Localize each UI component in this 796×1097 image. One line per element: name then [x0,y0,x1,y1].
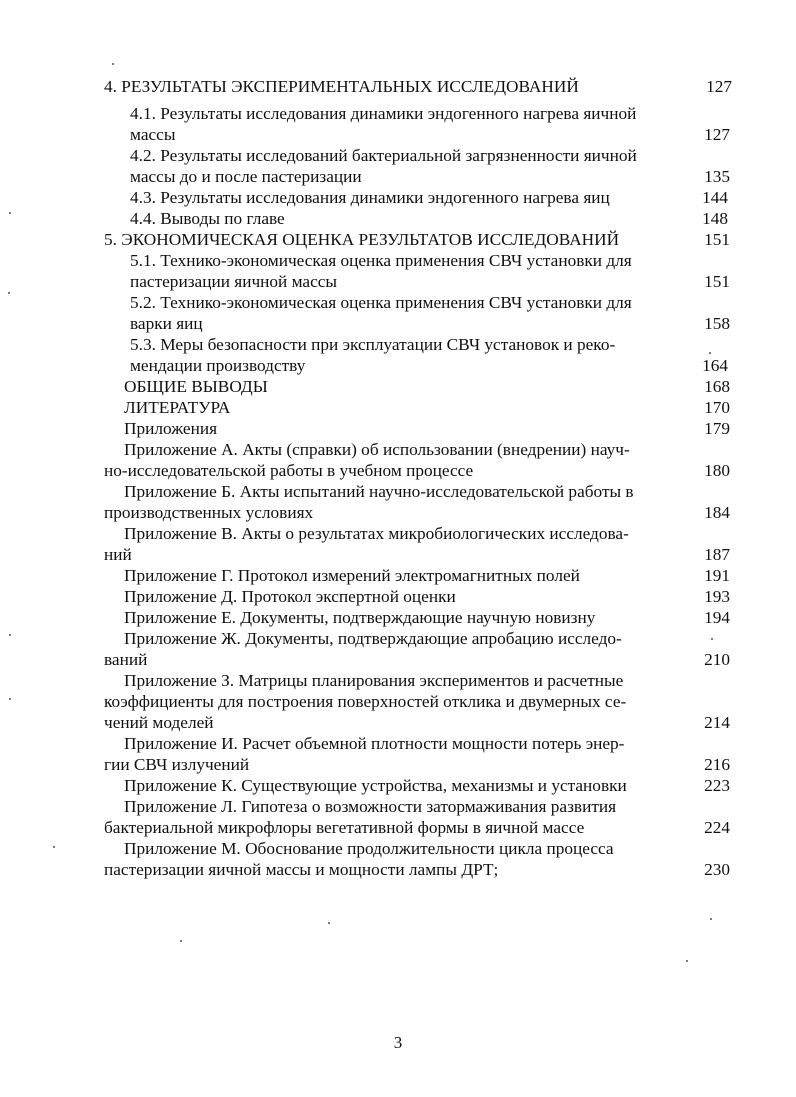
scan-speck [9,212,11,214]
section-title: ОБЩИЕ ВЫВОДЫ [124,377,268,396]
toc-appendix-i [0,733,796,755]
page-ref: 187 [704,545,730,564]
toc-appendix-l [0,796,796,818]
scan-speck [112,63,114,65]
toc-item-text: производственных условиях [104,503,314,522]
scan-speck [711,638,713,640]
toc-item-5-3 [0,334,796,356]
page-number: 3 [393,1033,403,1052]
toc-item-text: 5.1. Технико-экономическая оценка применения СВЧ установки для [130,251,632,270]
toc-item-5-3-cont [0,355,796,377]
page-ref: 127 [706,77,732,96]
toc-appendix-i-cont [0,754,796,776]
page-ref: 230 [704,860,730,879]
toc-appendix-zh [0,628,796,650]
page-ref: 224 [704,818,730,837]
toc-chapter-5 [0,229,796,251]
toc-item-text: Приложение Д. Протокол экспертной оценки [124,587,456,606]
toc-item-text: Приложение Б. Акты испытаний научно-исследовательской работы в [124,482,634,501]
toc-appendix-z-cont2 [0,712,796,734]
toc-general-conclusions [0,376,796,398]
toc-appendix-k [0,775,796,797]
toc-appendix-m [0,838,796,860]
toc-appendix-z [0,670,796,692]
toc-appendix-zh-cont [0,649,796,671]
toc-appendix-e [0,607,796,629]
page-ref: 180 [704,461,730,480]
toc-item-5-1 [0,250,796,272]
toc-item-text: 4.4. Выводы по главе [130,209,285,228]
toc-appendix-a-cont [0,460,796,482]
toc-item-4-4 [0,208,796,230]
toc-item-text: гии СВЧ излучений [104,755,250,774]
page-ref: 170 [704,398,730,417]
scan-speck [8,292,10,294]
toc-appendix-v-cont [0,544,796,566]
toc-item-text: массы [130,125,176,144]
toc-appendix-z-cont1 [0,691,796,713]
chapter-title: 4. РЕЗУЛЬТАТЫ ЭКСПЕРИМЕНТАЛЬНЫХ ИССЛЕДОВАНИЙ [104,77,579,96]
toc-item-4-2-cont [0,166,796,188]
toc-item-text: 4.2. Результаты исследований бактериальной загрязненности яичной [130,146,637,165]
toc-item-4-1-cont [0,124,796,146]
scan-speck [9,634,11,636]
toc-item-text: 4.3. Результаты исследования динамики эндогенного нагрева яиц [130,188,610,207]
toc-item-text: пастеризации яичной массы [130,272,338,291]
toc-item-text: Приложение В. Акты о результатах микробиологических исследова- [124,524,629,543]
toc-appendix-a [0,439,796,461]
page-ref: 223 [704,776,730,795]
toc-item-text: варки яиц [130,314,203,333]
page-ref: 151 [704,230,730,249]
toc-appendices [0,418,796,440]
page-ref: 164 [702,356,728,375]
toc-item-text: Приложение М. Обоснование продолжительности цикла процесса [124,839,614,858]
toc-appendix-l-cont [0,817,796,839]
toc-appendix-d [0,586,796,608]
page-ref: 184 [704,503,730,522]
toc-appendix-b [0,481,796,503]
toc-item-text: Приложение Г. Протокол измерений электромагнитных полей [124,566,580,585]
toc-item-text: Приложение К. Существующие устройства, механизмы и установки [124,776,627,795]
page-ref: 135 [704,167,730,186]
chapter-title: 5. ЭКОНОМИЧЕСКАЯ ОЦЕНКА РЕЗУЛЬТАТОВ ИССЛЕДОВАНИЙ [104,230,620,249]
toc-item-text: мендации производству [130,356,306,375]
toc-chapter-4 [0,76,796,98]
toc-item-text: массы до и после пастеризации [130,167,362,186]
scan-speck [53,846,55,848]
toc-appendix-m-cont [0,859,796,881]
toc-appendix-v [0,523,796,545]
scan-speck [180,940,182,942]
page-ref: 194 [704,608,730,627]
toc-item-text: ний [104,545,132,564]
page-ref: 168 [704,377,730,396]
toc-item-text: 4.1. Результаты исследования динамики эндогенного нагрева яичной [130,104,637,123]
scan-speck [686,960,688,962]
toc-item-5-2-cont [0,313,796,335]
page-ref: 144 [702,188,728,207]
page-ref: 193 [704,587,730,606]
page-ref: 216 [704,755,730,774]
toc-literature [0,397,796,419]
toc-item-text: пастеризации яичной массы и мощности лампы ДРТ; [104,860,499,879]
toc-item-text: Приложение Ж. Документы, подтверждающие апробацию исследо- [124,629,622,648]
scan-speck [328,922,330,924]
scan-speck [709,352,711,354]
toc-item-text: Приложение И. Расчет объемной плотности мощности потерь энер- [124,734,625,753]
toc-appendix-b-cont [0,502,796,524]
toc-appendix-g [0,565,796,587]
toc-item-text: 5.3. Меры безопасности при эксплуатации СВЧ установок и реко- [130,335,616,354]
page-ref: 158 [704,314,730,333]
page-ref: 210 [704,650,730,669]
toc-item-text: Приложение Л. Гипотеза о возможности затормаживания развития [124,797,617,816]
scan-speck [9,698,11,700]
toc-item-text: Приложение З. Матрицы планирования экспериментов и расчетные [124,671,624,690]
toc-item-text: но-исследовательской работы в учебном процессе [104,461,474,480]
toc-item-text: Приложение Е. Документы, подтверждающие научную новизну [124,608,596,627]
toc-item-5-1-cont [0,271,796,293]
toc-item-text: коэффициенты для построения поверхностей отклика и двумерных се- [104,692,627,711]
toc-item-text: бактериальной микрофлоры вегетативной формы в яичной массе [104,818,585,837]
page-ref: 214 [704,713,730,732]
toc-item-4-1 [0,103,796,125]
page-ref: 151 [704,272,730,291]
toc-item-text: чений моделей [104,713,214,732]
toc-item-5-2 [0,292,796,314]
toc-item-4-2 [0,145,796,167]
page-ref: 191 [704,566,730,585]
toc-item-4-3 [0,187,796,209]
scan-speck [710,918,712,920]
toc-item-text: ваний [104,650,148,669]
page-ref: 179 [704,419,730,438]
section-title: ЛИТЕРАТУРА [124,398,231,417]
section-title: Приложения [124,419,218,438]
toc-item-text: 5.2. Технико-экономическая оценка применения СВЧ установки для [130,293,632,312]
toc-item-text: Приложение А. Акты (справки) об использовании (внедрении) науч- [124,440,630,459]
page-ref: 127 [704,125,730,144]
page-ref: 148 [702,209,728,228]
